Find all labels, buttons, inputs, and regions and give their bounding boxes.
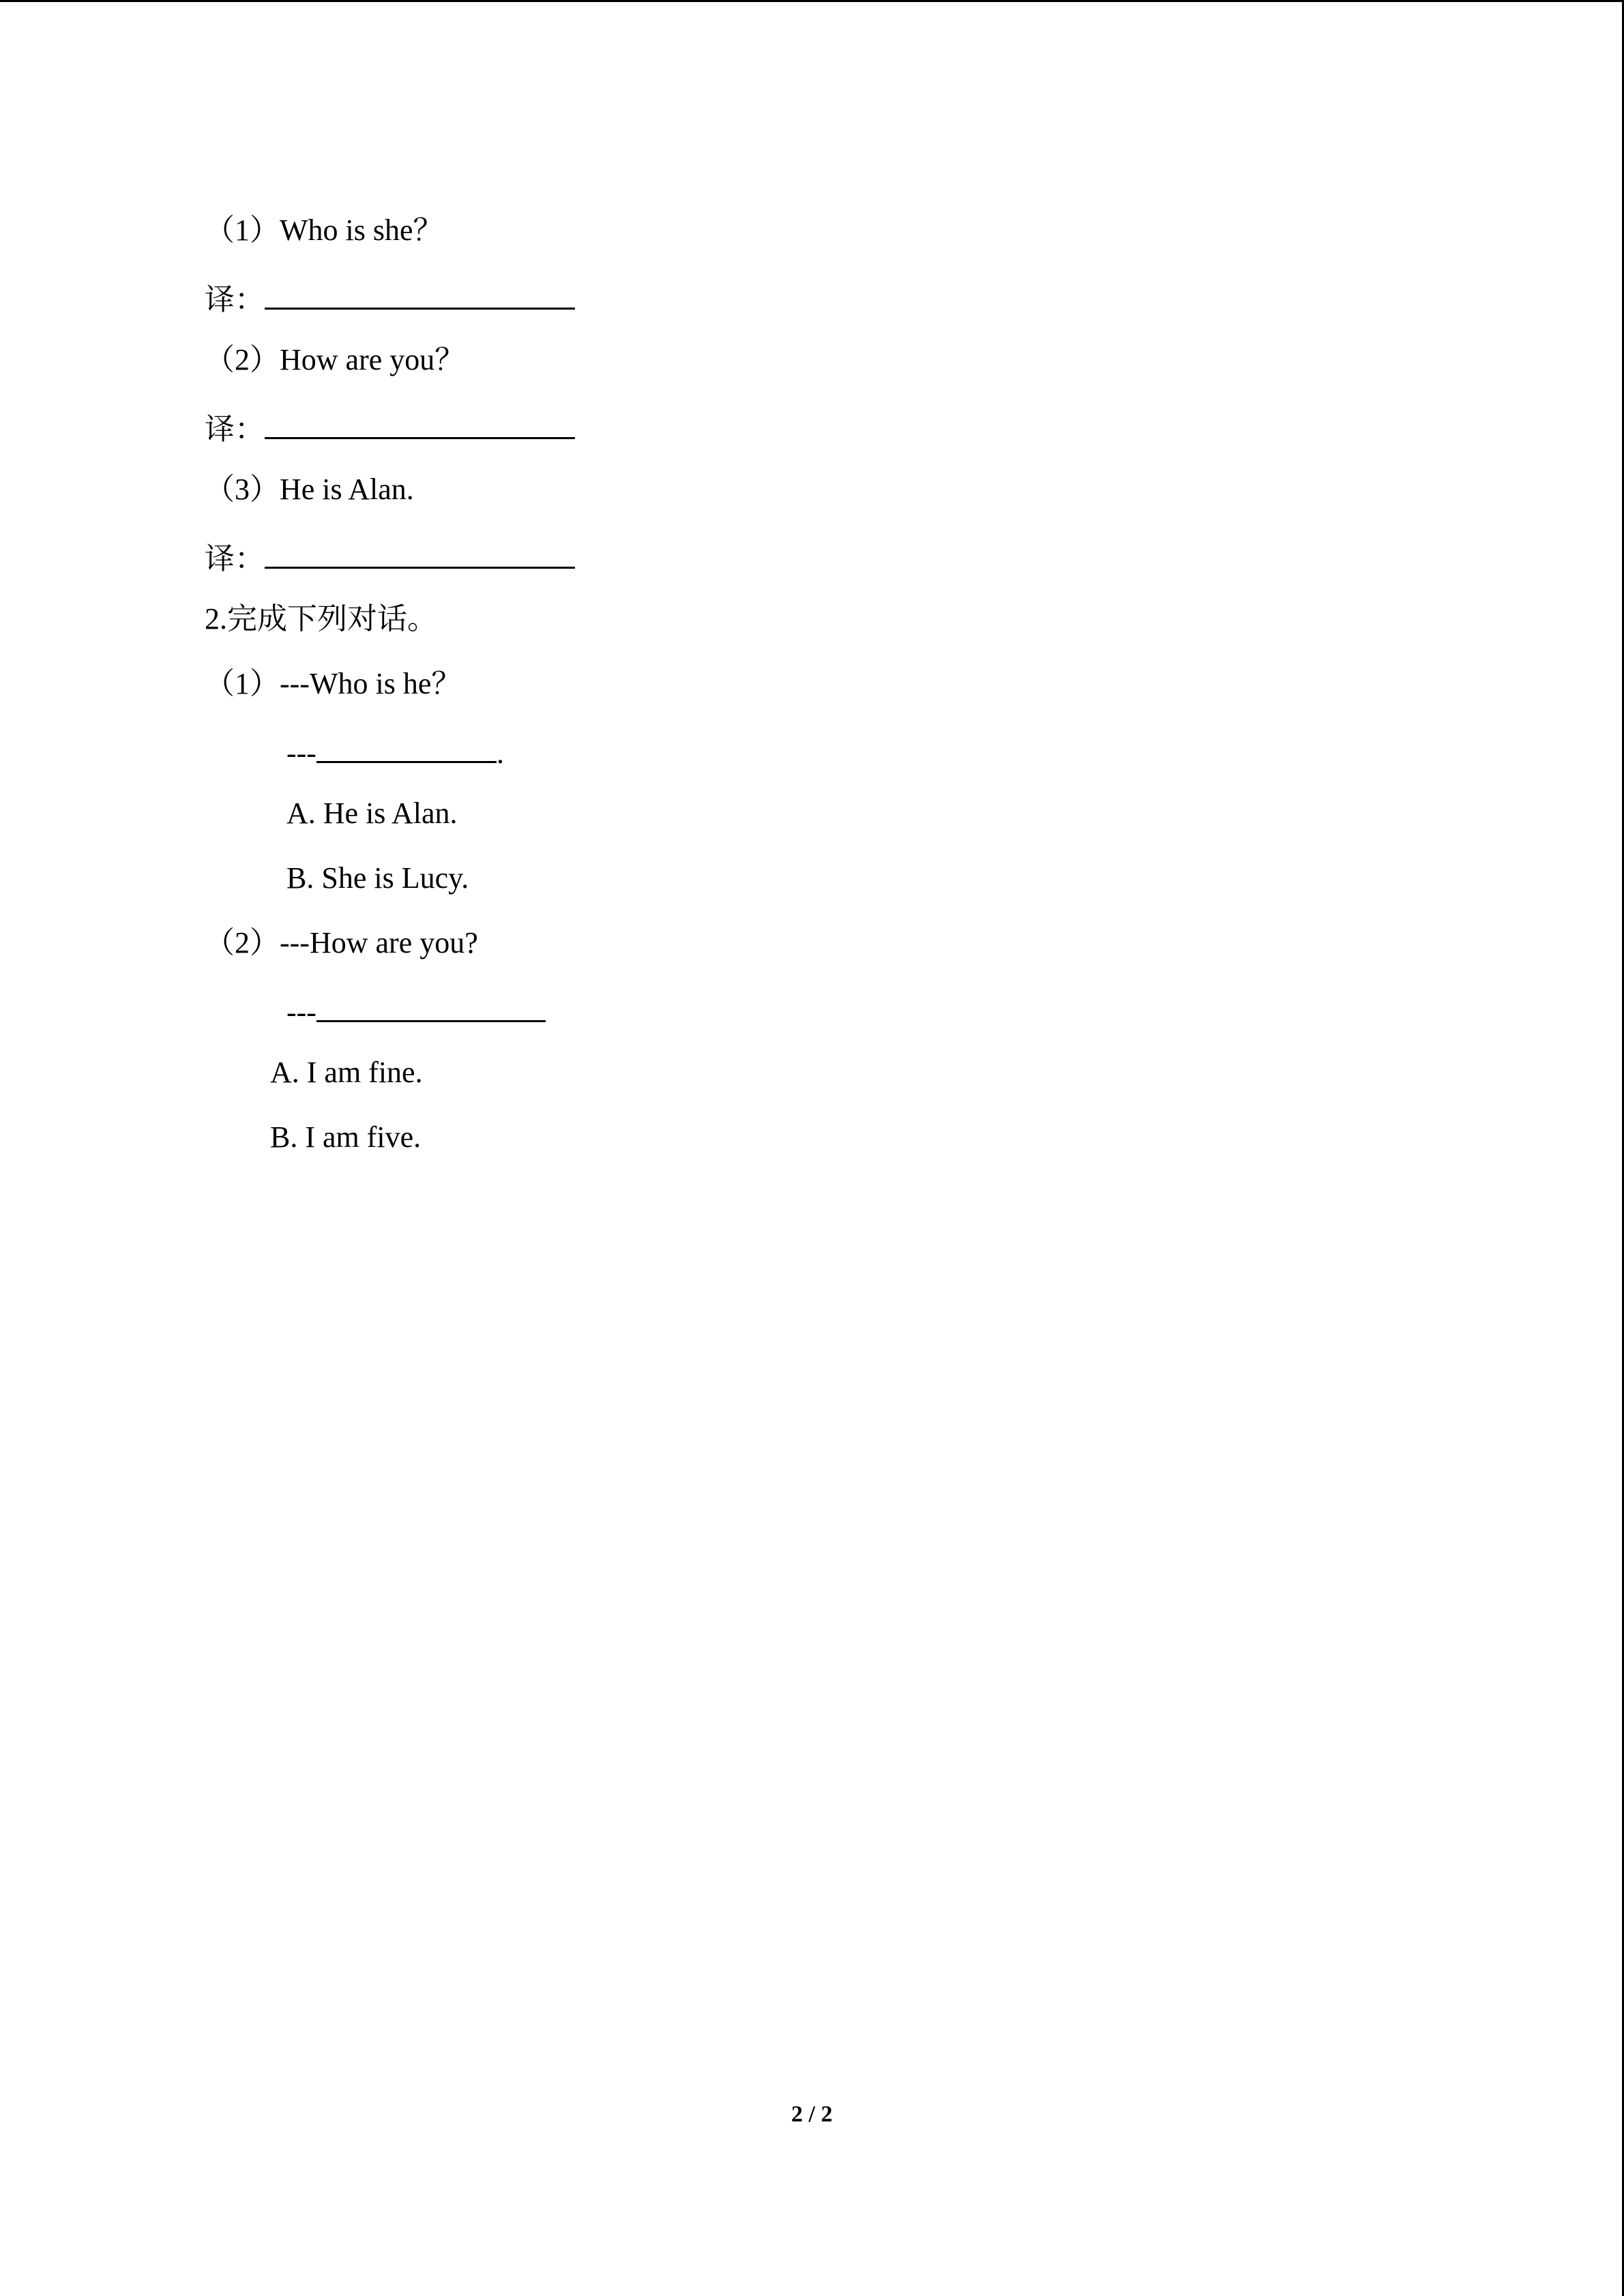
translation-line-1 (205, 280, 575, 315)
dialogue-1-answer-line (286, 734, 504, 769)
question-number: （1） (205, 667, 280, 700)
question-number: （2） (205, 343, 280, 376)
answer-suffix: . (496, 736, 504, 770)
translate-label: 译： (205, 413, 265, 446)
section-2-heading: 2.完成下列对话。 (205, 602, 437, 636)
answer-prefix: --- (286, 996, 316, 1029)
dialogue-2-prompt (205, 928, 478, 958)
dialogue-prompt-text: ---How are you? (280, 926, 478, 959)
question-1-1 (205, 215, 443, 245)
question-number: （3） (205, 473, 280, 506)
answer-blank[interactable] (265, 280, 575, 310)
translate-label: 译： (205, 542, 265, 576)
question-number: （2） (205, 926, 280, 959)
answer-prefix: --- (286, 736, 316, 770)
dialogue-prompt-text: ---Who is he？ (280, 667, 462, 700)
dialogue-2-option-b: B. I am five. (270, 1120, 422, 1154)
dialogue-2-option-a: A. I am fine. (270, 1056, 423, 1089)
dialogue-1-option-a: A. He is Alan. (286, 796, 458, 830)
translation-line-3 (205, 539, 575, 574)
translate-label: 译： (205, 283, 265, 316)
answer-blank[interactable] (265, 410, 575, 439)
question-1-3 (205, 475, 414, 505)
question-sentence: How are you？ (280, 343, 465, 376)
answer-blank[interactable] (265, 539, 575, 569)
translation-line-2 (205, 410, 575, 445)
answer-blank[interactable] (316, 993, 546, 1022)
page-number: 2 / 2 (791, 2102, 833, 2127)
dialogue-2-answer-line (286, 993, 546, 1028)
page-border-top (0, 0, 1624, 2)
question-sentence: He is Alan. (280, 473, 414, 506)
question-number: （1） (205, 213, 280, 247)
answer-blank[interactable] (316, 734, 497, 763)
question-sentence: Who is she？ (280, 213, 443, 247)
dialogue-1-option-b: B. She is Lucy. (286, 861, 469, 895)
dialogue-1-prompt (205, 669, 461, 699)
question-1-2 (205, 345, 464, 375)
